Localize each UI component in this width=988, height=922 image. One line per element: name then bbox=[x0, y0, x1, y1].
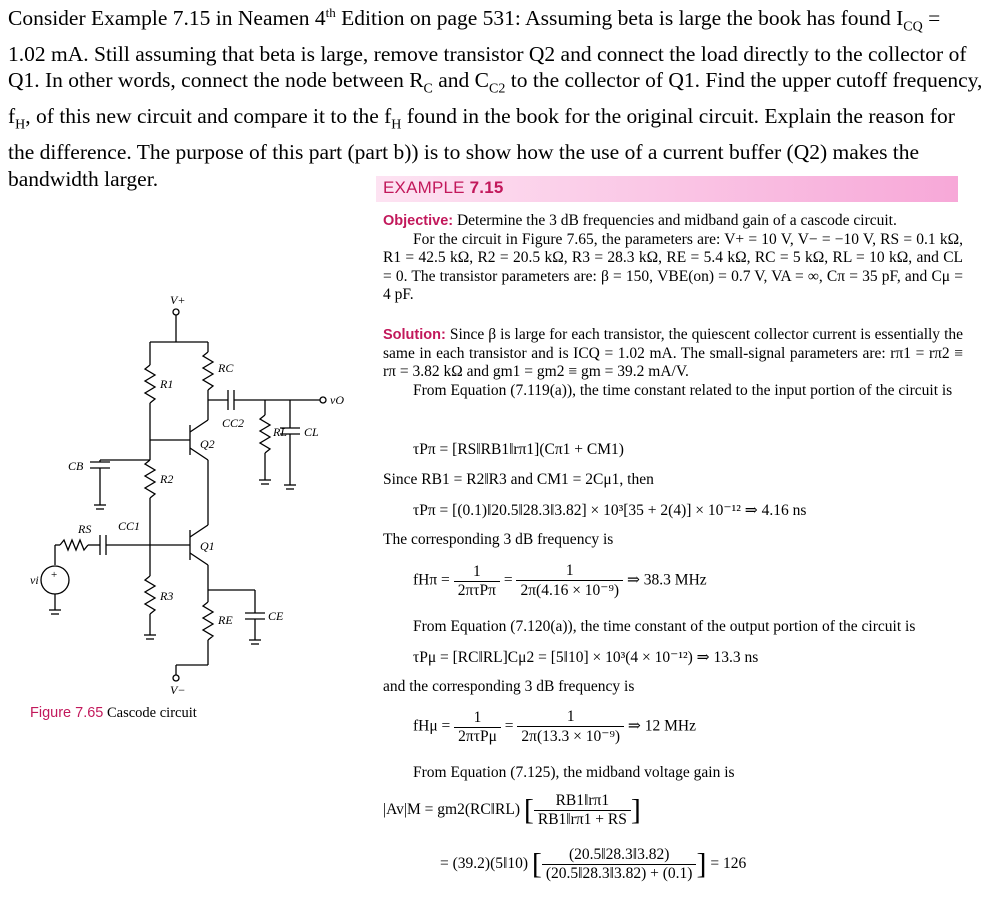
objective-text: Determine the 3 dB frequencies and midband gain of a cascode circuit. bbox=[456, 212, 897, 229]
f-h-mu-frac-2 bbox=[517, 708, 624, 746]
label-rc: RC bbox=[218, 361, 234, 375]
since-line: Since RB1 = R2‖R3 and CM1 = 2Cμ1, then bbox=[383, 471, 654, 488]
figure-caption-text: Cascode circuit bbox=[106, 705, 197, 721]
example-title bbox=[383, 178, 504, 198]
f-h-pi-frac-1 bbox=[454, 563, 500, 600]
label-re: RE bbox=[218, 613, 233, 627]
vplus-terminal bbox=[173, 309, 179, 315]
gain-lhs: |Av|M = gm2(RC‖RL) bbox=[383, 801, 520, 819]
frac-num: 1 bbox=[516, 562, 623, 581]
figure-caption bbox=[30, 705, 197, 722]
label-cc2: CC2 bbox=[222, 416, 245, 430]
frac-den: 2πτPπ bbox=[457, 581, 496, 599]
label-q1: Q1 bbox=[200, 539, 215, 553]
f-h-mu-result: ⇒ 12 MHz bbox=[627, 717, 696, 735]
parameters-text: For the circuit in Figure 7.65, the parameters are: V+ = 10 V, V− = −10 V, RS = 0.1 kΩ, R1 = 42.5 kΩ, R2 = 20.5 kΩ, R3 = 28.3 kΩ, RE = 5.4 kΩ, RC = 5 kΩ, RL = 10 kΩ, and CL = 0. The transistor parameters are: β = 150, VBE(on) = 0.7 V, VA = ∞, Cπ = 35 pF, and Cμ = 4 pF. bbox=[383, 230, 963, 303]
equation-f-h-pi: fHπ = $\frac{1}{\text{2πτPπ}}$ = $\frac{1}{\text{2π(4.16 × 10⁻⁹)}}$ ⇒ 38.3 MHz bbox=[413, 562, 707, 599]
label-vminus: V− bbox=[170, 683, 186, 697]
label-cc1: CC1 bbox=[118, 519, 141, 533]
r3-resistor bbox=[145, 576, 155, 614]
f-h-pi-lhs: fHπ = bbox=[413, 571, 450, 589]
gain2-result: = 126 bbox=[710, 855, 747, 873]
r1-resistor bbox=[145, 365, 155, 403]
objective-paragraph bbox=[383, 212, 963, 305]
corresponding-line-1: The corresponding 3 dB frequency is bbox=[383, 531, 614, 548]
label-rs: RS bbox=[78, 522, 92, 536]
from-equation-3: From Equation (7.125), the midband voltage gain is bbox=[413, 764, 735, 781]
frac-den: 2π(4.16 × 10⁻⁹) bbox=[520, 582, 620, 599]
label-cb: CB bbox=[68, 459, 84, 473]
re-resistor bbox=[203, 602, 213, 640]
equation-f-h-mu: fHμ = $\frac{1}{\text{2πτPμ}}$ = $\frac{1}{\text{2π(13.3 × 10⁻⁹)}}$ ⇒ 12 MHz bbox=[413, 708, 696, 745]
objective-label: Objective: bbox=[383, 213, 454, 229]
frac-den: 2πτPμ bbox=[458, 727, 497, 745]
example-number: 7.15 bbox=[469, 178, 504, 197]
label-vi-plus: + bbox=[51, 569, 58, 581]
label-ce: CE bbox=[268, 609, 284, 623]
f-h-pi-result: ⇒ 38.3 MHz bbox=[626, 571, 707, 589]
from-equation-2: From Equation (7.120(a)), the time constant of the output portion of the circuit is bbox=[413, 618, 916, 635]
equation-tau-p-pi-value: τPπ = [(0.1)‖20.5‖28.3‖3.82] × 10³[35 + 2(4)] × 10⁻¹² ⇒ 4.16 ns bbox=[413, 502, 807, 519]
solution-text: Since β is large for each transistor, the quiescent collector current is essentially the same in each transistor and is ICQ = 1.02 mA. The small-signal parameters are: rπ1 = rπ2 ≡ rπ = 3.82 kΩ and gm1 = gm2 ≡ gm = 39.2 mA/V. bbox=[383, 326, 964, 380]
gain-frac bbox=[534, 792, 631, 829]
frac-den: 2π(13.3 × 10⁻⁹) bbox=[521, 728, 621, 745]
question-text: Consider Example 7.15 in Neamen 4th Edition on page 531: Assuming beta is large the book has found $I_{CQ} = 1.02$ mA. Still assuming that beta is large, remove transistor Q2 and connect the load directly to the collector of Q1. In other words, connect the node between $R_C$ and $C_{C2}$ to the collector of Q1. Find the upper cutoff frequency, $f_H$, of this new circuit and compare it to the $f_H$ found in the book for the original circuit. Explain the reason for the difference. The purpose of this part (part b)) is to show how the use of a current buffer (Q2) makes the bandwidth larger. bbox=[8, 5, 983, 191]
figure-caption-label: Figure 7.65 bbox=[30, 705, 104, 721]
frac-den: (20.5‖28.3‖3.82) + (0.1) bbox=[545, 865, 693, 882]
solution-paragraph bbox=[383, 326, 963, 400]
vminus-terminal bbox=[173, 675, 179, 681]
r2-resistor bbox=[145, 460, 155, 498]
gain2-lhs: = (39.2)(5‖10) bbox=[440, 855, 528, 873]
equation-gain-value: = (39.2)(5‖10) [ $\frac{(20.5‖28.3‖3.82)}{(20.5‖28.3‖3.82) + (0.1)}$ ] = 126 bbox=[440, 846, 747, 882]
label-vi: vi bbox=[30, 573, 39, 587]
frac-den: RB1‖rπ1 + RS bbox=[537, 811, 627, 828]
frac-num: (20.5‖28.3‖3.82) bbox=[542, 846, 697, 865]
label-cl: CL bbox=[304, 425, 319, 439]
equation-tau-p-mu: τPμ = [RC‖RL]Cμ2 = [5‖10] × 10³(4 × 10⁻¹²) ⇒ 13.3 ns bbox=[413, 649, 759, 666]
f-h-mu-frac-1 bbox=[454, 709, 501, 746]
f-h-pi-frac-2 bbox=[516, 562, 623, 600]
solution-label: Solution: bbox=[383, 327, 446, 343]
label-r1: R1 bbox=[160, 377, 174, 391]
rs-resistor bbox=[60, 540, 88, 550]
example-word: EXAMPLE bbox=[383, 178, 465, 197]
f-h-mu-lhs: fHμ = bbox=[413, 717, 451, 735]
label-q2: Q2 bbox=[200, 437, 215, 451]
label-r2: R2 bbox=[160, 472, 174, 486]
corresponding-line-2: and the corresponding 3 dB frequency is bbox=[383, 678, 635, 695]
frac-num: RB1‖rπ1 bbox=[534, 792, 631, 811]
frac-num: 1 bbox=[517, 708, 624, 727]
rl-resistor bbox=[260, 415, 270, 453]
frac-num: 1 bbox=[454, 563, 500, 582]
equation-tau-p-pi: τPπ = [RS‖RB1‖rπ1](Cπ1 + CM1) bbox=[413, 441, 624, 458]
label-r3: R3 bbox=[160, 589, 174, 603]
rc-resistor bbox=[203, 352, 213, 390]
cascode-circuit-diagram bbox=[0, 280, 370, 840]
equation-gain: |Av|M = gm2(RC‖RL) [ $\frac{RB1‖r\pi 1}{RB1‖r\pi 1 + RS}$ ] bbox=[383, 792, 641, 828]
label-vo: vO bbox=[330, 393, 344, 407]
vo-terminal bbox=[320, 397, 326, 403]
frac-num: 1 bbox=[454, 709, 501, 728]
gain2-frac bbox=[542, 846, 697, 883]
label-rl: RL bbox=[273, 425, 288, 439]
from-equation-1: From Equation (7.119(a)), the time constant related to the input portion of the circuit is bbox=[413, 381, 953, 399]
label-vplus: V+ bbox=[170, 293, 186, 307]
